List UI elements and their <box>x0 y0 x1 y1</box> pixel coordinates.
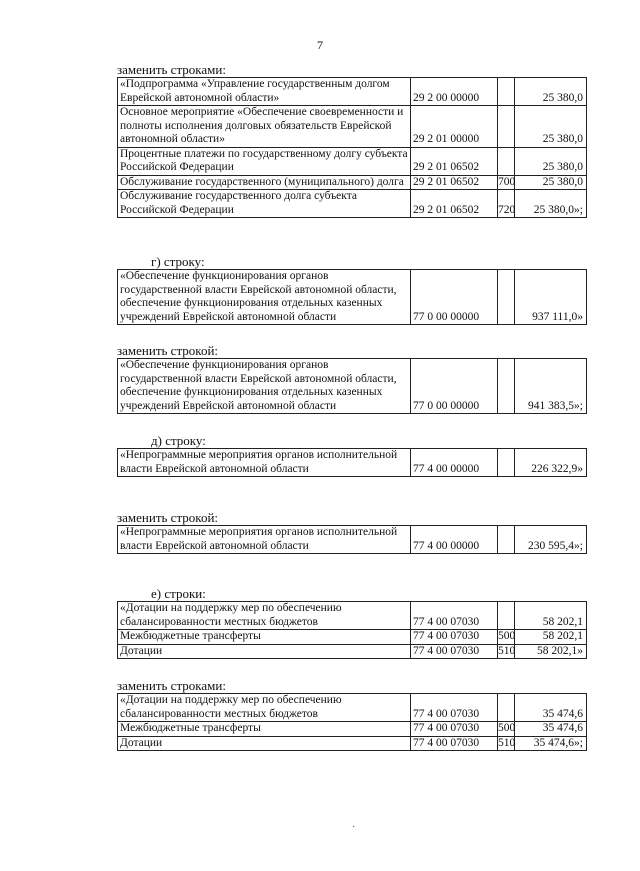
page-number: 7 <box>317 38 323 52</box>
row-code: 77 4 00 07030 <box>411 644 498 659</box>
table-row <box>118 359 587 414</box>
row-vr: 500 <box>498 630 516 642</box>
row-vr <box>498 694 515 722</box>
row-sum: 25 380,0 <box>515 106 587 148</box>
table-row <box>118 602 587 630</box>
row-name: «Непрограммные мероприятия органов исполнительной власти Еврейской автономной области <box>118 526 411 554</box>
row-vr: 720 <box>498 190 515 218</box>
row-code: 77 4 00 07030 <box>411 694 498 722</box>
row-code: 29 2 01 06502 <box>411 147 498 175</box>
row-vr <box>498 147 515 175</box>
budget-table <box>117 269 587 325</box>
budget-table <box>117 693 587 751</box>
row-vr <box>498 449 515 477</box>
row-name: Обслуживание государственного долга субъекта Российской Федерации <box>118 190 411 218</box>
table-row <box>118 722 587 737</box>
row-sum: 230 595,4»; <box>515 526 587 554</box>
section-replace-row-1 <box>117 343 587 414</box>
section-replace-row-2 <box>117 510 587 554</box>
row-name: «Дотации на поддержку мер по обеспечению сбалансированности местных бюджетов <box>118 602 411 630</box>
row-sum: 25 380,0 <box>515 147 587 175</box>
row-vr: 510 <box>498 736 516 749</box>
row-code: 77 4 00 07030 <box>411 722 498 737</box>
table-row <box>118 644 587 659</box>
row-sum: 58 202,1 <box>515 630 587 645</box>
scan-speck: · <box>352 822 356 833</box>
section-heading: заменить строкой: <box>117 343 219 358</box>
section-replace-rows-2 <box>117 678 587 751</box>
row-sum: 35 474,6»; <box>515 736 587 751</box>
section-d-row <box>117 433 587 477</box>
section-g-row <box>117 254 587 325</box>
section-heading: е) строки: <box>151 586 206 601</box>
row-name: Межбюджетные трансферты <box>118 722 411 737</box>
row-code: 77 4 00 07030 <box>411 602 498 630</box>
row-code: 77 4 00 00000 <box>411 449 498 477</box>
row-code: 77 4 00 07030 <box>411 630 498 645</box>
row-code: 29 2 01 06502 <box>411 175 498 190</box>
row-name: «Дотации на поддержку мер по обеспечению сбалансированности местных бюджетов <box>118 694 411 722</box>
section-heading: заменить строками: <box>117 678 226 693</box>
row-sum: 58 202,1» <box>515 644 587 659</box>
row-name: Дотации <box>118 736 411 751</box>
row-code: 77 0 00 00000 <box>411 359 498 414</box>
row-name: Межбюджетные трансферты <box>118 630 411 645</box>
budget-table <box>117 77 587 218</box>
row-name: «Подпрограмма «Управление государственным долгом Еврейской автономной области» <box>118 78 411 106</box>
row-name: Основное мероприятие «Обеспечение своевременности и полноты исполнения долговых обязательств Еврейской автономной области» <box>118 106 411 148</box>
row-vr <box>498 359 515 414</box>
row-sum: 35 474,6 <box>515 694 587 722</box>
row-sum: 941 383,5»; <box>515 359 587 414</box>
budget-table <box>117 525 587 554</box>
row-name: Дотации <box>118 644 411 659</box>
row-sum: 25 380,0»; <box>515 190 587 218</box>
row-code: 29 2 01 00000 <box>411 106 498 148</box>
row-vr <box>498 602 515 630</box>
section-replace-rows-1 <box>117 62 587 218</box>
row-vr: 700 <box>498 175 516 188</box>
table-row <box>118 526 587 554</box>
table-row <box>118 175 587 190</box>
section-e-rows <box>117 586 587 659</box>
row-name: Обслуживание государственного (муниципального) долга <box>118 175 411 190</box>
section-heading: г) строку: <box>151 254 205 269</box>
row-sum: 58 202,1 <box>515 602 587 630</box>
row-code: 77 4 00 07030 <box>411 736 498 751</box>
row-name: Процентные платежи по государственному долгу субъекта Российской Федерации <box>118 147 411 175</box>
table-row <box>118 694 587 722</box>
row-vr <box>498 78 515 106</box>
row-code: 29 2 00 00000 <box>411 78 498 106</box>
row-sum: 35 474,6 <box>515 722 587 737</box>
table-row <box>118 736 587 751</box>
row-vr: 500 <box>498 722 516 734</box>
table-row <box>118 106 587 148</box>
table-row <box>118 78 587 106</box>
row-sum: 25 380,0 <box>515 175 587 190</box>
row-code: 77 4 00 00000 <box>411 526 498 554</box>
section-heading: заменить строками: <box>117 62 226 77</box>
table-row <box>118 270 587 325</box>
row-sum: 226 322,9» <box>515 449 587 477</box>
row-vr <box>498 270 515 325</box>
table-row <box>118 147 587 175</box>
row-sum: 25 380,0 <box>515 78 587 106</box>
budget-table <box>117 601 587 659</box>
row-code: 29 2 01 06502 <box>411 190 498 218</box>
row-vr <box>498 106 515 148</box>
row-name: «Обеспечение функционирования органов государственной власти Еврейской автономной области, обеспечение функционирования отдельных казенных учреждений Еврейской автономной области <box>118 270 411 325</box>
budget-table <box>117 448 587 477</box>
row-code: 77 0 00 00000 <box>411 270 498 325</box>
row-vr <box>498 526 515 554</box>
budget-table <box>117 358 587 414</box>
row-sum: 937 111,0» <box>515 270 587 325</box>
table-row <box>118 630 587 645</box>
section-heading: заменить строкой: <box>117 510 219 525</box>
row-vr: 510 <box>498 644 516 657</box>
section-heading: д) строку: <box>151 433 206 448</box>
row-name: «Непрограммные мероприятия органов исполнительной власти Еврейской автономной области <box>118 449 411 477</box>
table-row <box>118 449 587 477</box>
table-row <box>118 190 587 218</box>
row-name: «Обеспечение функционирования органов государственной власти Еврейской автономной области, обеспечение функционирования отдельных казенных учреждений Еврейской автономной области <box>118 359 411 414</box>
